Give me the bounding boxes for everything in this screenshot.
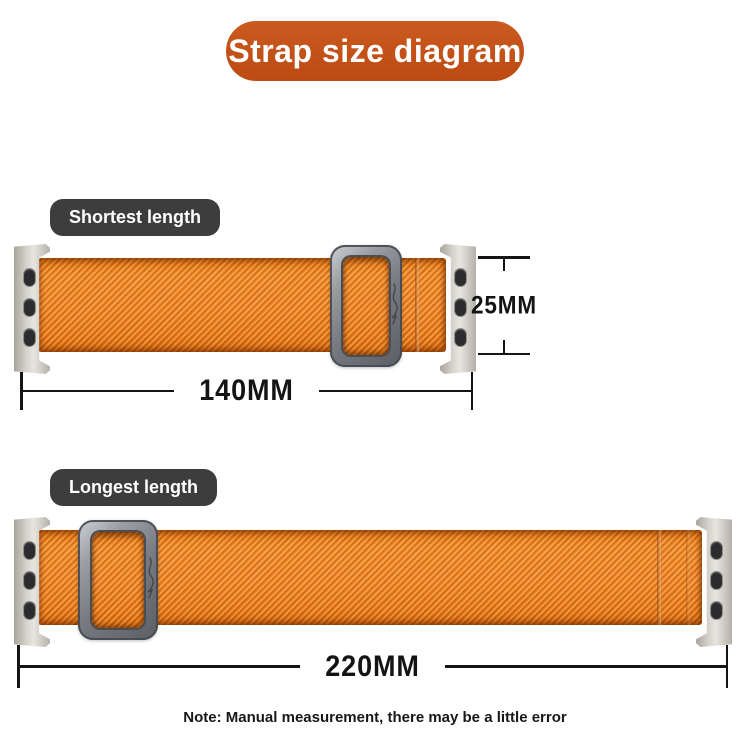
adapter-pin-slot <box>23 541 36 560</box>
dimension-line <box>445 665 728 668</box>
adapter-pin-slot <box>710 601 723 620</box>
dimension-line <box>17 665 300 668</box>
fabric-fold-seam <box>657 530 662 625</box>
page-title: Strap size diagram <box>226 21 524 81</box>
buckle-opening <box>92 532 144 628</box>
dimension-length-label: 220MM <box>325 649 420 683</box>
shortest-length-badge: Shortest length <box>50 199 220 236</box>
adapter-pin-slot <box>23 601 36 620</box>
adapter-pin-slot <box>23 571 36 590</box>
measurement-note: Note: Manual measurement, there may be a little error <box>183 709 567 726</box>
longest-length-badge: Longest length <box>50 469 217 506</box>
shark-logo-icon <box>143 554 157 606</box>
fabric-fold-seam <box>686 530 691 625</box>
dimension-length-label: 140MM <box>199 374 294 407</box>
adapter-pin-slot <box>710 571 723 590</box>
adapter-pin-slot <box>710 541 723 560</box>
dimension-length-220mm <box>17 645 728 688</box>
dimension-width-label: 25MM <box>470 291 538 319</box>
slider-buckle <box>78 520 158 640</box>
